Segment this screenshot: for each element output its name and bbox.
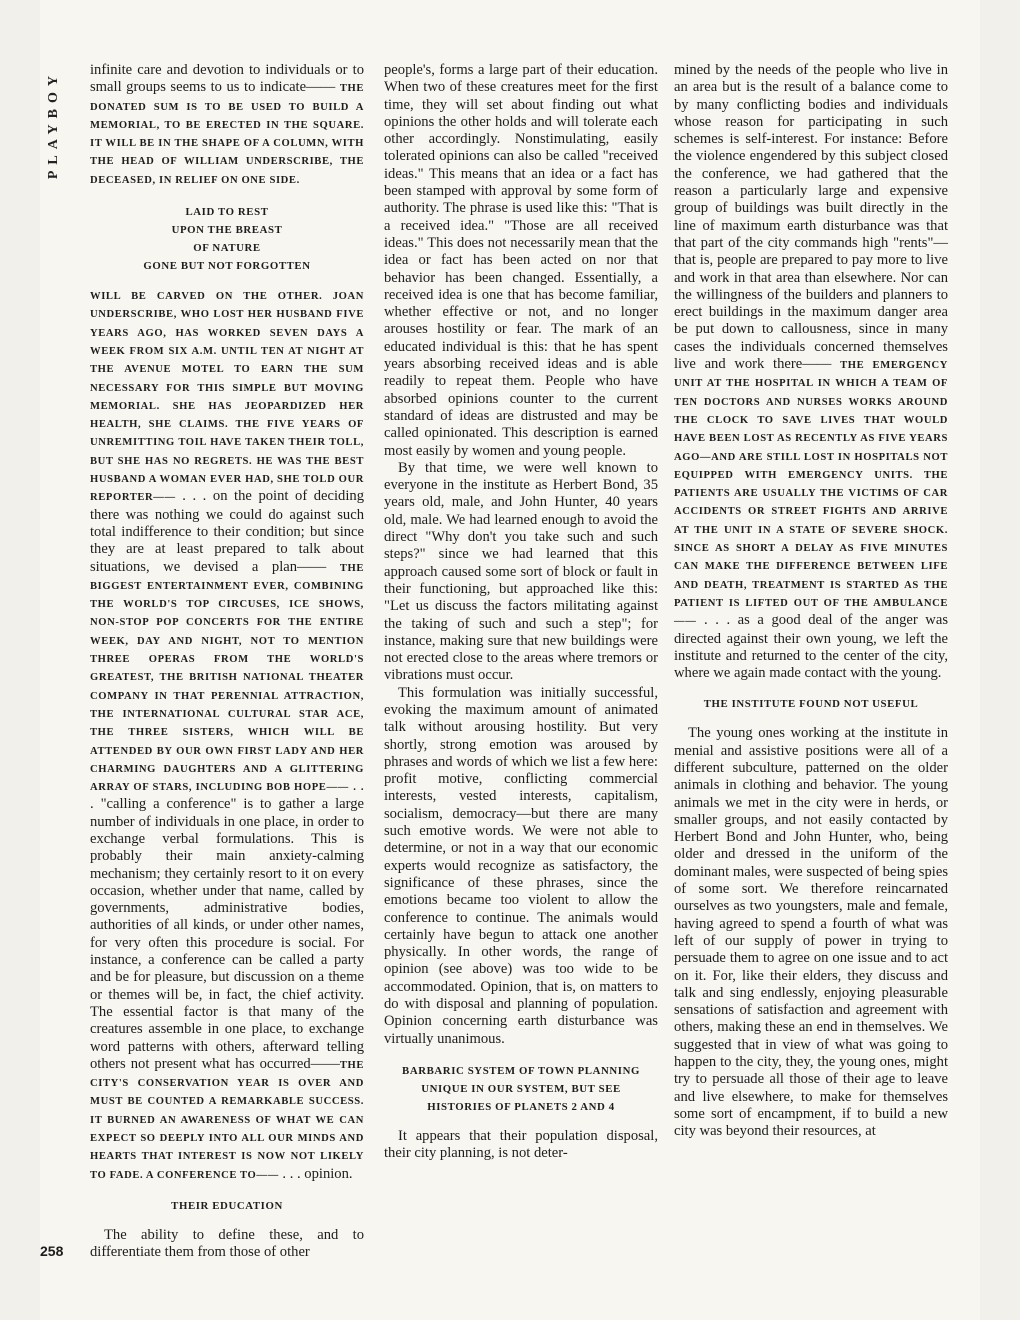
paragraph: WILL BE CARVED ON THE OTHER. JOAN UNDERSCRIBE, WHO LOST HER HUSBAND FIVE YEARS AGO, HAS WORKED SEVEN DAYS A WEEK FROM SIX A.M. UNTIL TEN AT NIGHT AT THE AVENUE MOTEL TO EARN THE SUM NECESSARY FOR THIS SIMPLE BUT MOVING MEMORIAL. SHE HAS JEOPARDIZED HER HEALTH, SHE CLAIMS. THE FIVE YEARS OF UNREMITTING TOIL HAVE TAKEN THEIR TOLL, BUT SHE HAS NO REGRETS. HE WAS THE BEST HUSBAND A WOMAN EVER HAD, SHE TOLD OUR REPORTER—— . . . on the point of deciding there was nothing we could do against such total indifference to their condition; but since they are at least prepared to talk about situations, we devised a plan—— THE BIGGEST ENTERTAINMENT EVER, COMBINING THE WORLD'S TOP CIRCUSES, ICE SHOWS, NON-STOP POP CONCERTS FOR THE ENTIRE WEEK, DAY AND NIGHT, NOT TO MENTION THREE OPERAS FROM THE WORLD'S GREATEST, THE BRITISH NATIONAL THEATER COMPANY IN THAT PERENNIAL ATTRACTION, THE INTERNATIONAL CULTURAL STAR ACE, THE THREE SISTERS, WHICH WILL BE ATTENDED BY OUR OWN FIRST LADY AND HER CHARMING DAUGHTERS AND A GLITTERING ARRAY OF STARS, INCLUDING BOB HOPE—— . . . "calling a conference" is to gather a large number of individuals in one place, in order to exchange verbal formulations. This is probably their main anxiety-calming mechanism; they certainly resort to it on every occasion, whether under that name, called by governments, administrative bodies, authorities of all kinds, or under other names, for very often this procedure is social. For instance, a conference can be called a party and be for pleasure, but discussion on a theme or themes will be, in fact, the chief activity. The essential factor is that many of the creatures assemble in one place, to exchange word patterns with others, afterward telling others not present what has occurred——THE CITY'S CONSERVATION YEAR IS OVER AND MUST BE COUNTED A REMARKABLE SUCCESS. IT BURNED AN AWARENESS OF WHAT WE CAN EXPECT SO DEEPLY INTO ALL OUR MINDS AND HEARTS THAT INTEREST IS NOW NOT LIKELY TO FADE. A CONFERENCE TO—— . . . opinion.: [90, 291, 364, 1182]
paragraph: The ability to define these, and to differentiate them from those of other: [90, 1226, 364, 1261]
paragraph: This formulation was initially successful, evoking the maximum amount of animated talk without arousing hostility. But very shortly, strong emotion was aroused by phrases and words of which we list a few here: profit motive, conflicting commercial interests, vested interests, capitalism, socialism, democracy—but there are many such emotive words. We were not able to determine, or not in a way that our economic experts would recognize as satisfactory, the significance of these phrases, since the emotions became too violent to allow the conference to continue. The animals would certainly have begun to attack one another physically. In other words, the range of opinion (see above) was too wide to be accommodated. Opinion, that is, on matters to do with disposal and planning of population. Opinion concerning earth disturbance was virtually unanimous.: [384, 684, 658, 1047]
magazine-side-label: PLAYBOY: [46, 70, 61, 180]
inset-caps-text: WILL BE CARVED ON THE OTHER. JOAN UNDERSCRIBE, WHO LOST HER HUSBAND FIVE YEARS AGO, HAS WORKED SEVEN DAYS A WEEK FROM SIX A.M. UNTIL TEN AT NIGHT AT THE AVENUE MOTEL TO EARN THE SUM NECESSARY FOR THIS SIMPLE BUT MOVING MEMORIAL. SHE HAS JEOPARDIZED HER HEALTH, SHE CLAIMS. THE FIVE YEARS OF UNREMITTING TOIL HAVE TAKEN THEIR TOLL, BUT SHE HAS NO REGRETS. HE WAS THE BEST HUSBAND A WOMAN EVER HAD, SHE TOLD OUR REPORTER——: [90, 291, 364, 504]
paragraph: The young ones working at the institute in menial and assistive positions were all of a different subculture, patterned on the older animals in clothing and behavior. The young animals we met in the city were in herds, or smaller groups, and not easily contacted by Herbert Bond and John Hunter, who, being older and dressed in the uniform of the dominant males, were suspected of being spies of some sort. We therefore reincarnated ourselves as two youngsters, male and female, having agreed to spend a fourth of what was left of our supply of power in trying to persuade them to agree on one issue and to act on it. For, like their elders, they discuss and talk and sing endlessly, enjoying pleasurable sensations of satisfaction and agreement with others, making these an end in themselves. We suggested that in view of what was going to happen to the city, they, the young ones, might try to persuade all those of their age to leave and live elsewhere, to make for themselves some sort of encampment, if to build a new city was beyond their resources, at: [674, 725, 948, 1140]
paragraph: people's, forms a large part of their education. When two of these creatures meet for the first time, they will set about finding out what opinions the other holds and will tolerate each other accordingly. Nonstimulating, easily tolerated opinions can also be called "received ideas." This means that an idea or a fact has been stamped with approval by some form of authority. The phrase is used like this: "That is a received idea." "Those are all received ideas." This does not necessarily mean that the idea or fact has been acted on nor that behavior has been changed. Essentially, a received idea is one that has become familiar, whether effective or not, and no longer arouses hostility or fear. The mark of an educated individual is this: that he has spent years absorbing received ideas and is able readily to repeat them. People who have absorbed opinions counter to the current standard of ideas are distrusted and may be called opinionated. This description is earned most easily by women and young people.: [384, 62, 658, 459]
memorial-inscription: LAID TO REST UPON THE BREAST OF NATURE GONE BUT NOT FORGOTTEN: [143, 206, 311, 273]
text-column-1: [90, 62, 364, 1262]
inset-caps-text: THE DONATED SUM IS TO BE USED TO BUILD A MEMORIAL, TO BE ERECTED IN THE SQUARE. IT WILL BE IN THE SHAPE OF A COLUMN, WITH THE HEAD OF WILLIAM UNDERSCRIBE, THE DECEASED, IN RELIEF ON ONE SIDE.: [90, 83, 364, 186]
inset-caps-text: THE CITY'S CONSERVATION YEAR IS OVER AND MUST BE COUNTED A REMARKABLE SUCCESS. IT BURNED AN AWARENESS OF WHAT WE CAN EXPECT SO DEEPLY INTO ALL OUR MINDS AND HEARTS THAT INTEREST IS NOW NOT LIKELY TO FADE. A CONFERENCE TO——: [90, 1059, 364, 1181]
paragraph: By that time, we were well known to everyone in the institute as Herbert Bond, 35 years old, male, and John Hunter, 40 years old, male. We had learned enough to avoid the direct "Why don't you take such and such steps?" since we had learned that this approach caused some sort of block or fault in their functioning, but approached like this: "Let us discuss the factors militating against the taking of such and such a step"; for instance, making sure that new buildings were not erected close to the areas where tremors or vibrations must occur.: [384, 459, 658, 684]
magazine-page: [40, 0, 980, 1320]
paragraph: mined by the needs of the people who live in an area but is the result of a balance come to by many conflicting bodies and individuals whose reason for participating in such schemes is self-interest. For instance: Before the violence engendered by this subject closed the conference, we had gathered that the reason a particularly large and expensive group of buildings was built directly in the line of maximum earth disturbance was that that part of the city commands high "rents"—that is, people are prepared to pay more to live and work in that area than elsewhere. Nor can the willingness of the builders and planners to erect buildings in the maximum danger area be put down to callousness, since in many cases the individuals concerned themselves live and work there—— THE EMERGENCY UNIT AT THE HOSPITAL IN WHICH A TEAM OF TEN DOCTORS AND NURSES WORKS AROUND THE CLOCK TO SAVE LIVES THAT WOULD HAVE BEEN LOST AS RECENTLY AS FIVE YEARS AGO—AND ARE STILL LOST IN HOSPITALS NOT EQUIPPED WITH EMERGENCY UNITS. THE PATIENTS ARE USUALLY THE VICTIMS OF CAR ACCIDENTS OR STREET FIGHTS AND ARRIVE AT THE UNIT IN A STATE OF SEVERE SHOCK. SINCE AS SHORT A DELAY AS FIVE MINUTES CAN MAKE THE DIFFERENCE BETWEEN LIFE AND DEATH, TREATMENT IS STARTED AS THE PATIENT IS LIFTED OUT OF THE AMBULANCE—— . . . as a good deal of the anger was directed against their own young, we left the institute and returned to the center of the city, where we again made contact with the young.: [674, 62, 948, 682]
section-heading: THE INSTITUTE FOUND NOT USEFUL: [703, 698, 919, 711]
text-column-3: [674, 62, 948, 1141]
section-heading: THEIR EDUCATION: [171, 1199, 283, 1212]
inset-caps-text: THE EMERGENCY UNIT AT THE HOSPITAL IN WHICH A TEAM OF TEN DOCTORS AND NURSES WORKS AROUND THE CLOCK TO SAVE LIVES THAT WOULD HAVE BEEN LOST AS RECENTLY AS FIVE YEARS AGO—AND ARE STILL LOST IN HOSPITALS NOT EQUIPPED WITH EMERGENCY UNITS. THE PATIENTS ARE USUALLY THE VICTIMS OF CAR ACCIDENTS OR STREET FIGHTS AND ARRIVE AT THE UNIT IN A STATE OF SEVERE SHOCK. SINCE AS SHORT A DELAY AS FIVE MINUTES CAN MAKE THE DIFFERENCE BETWEEN LIFE AND DEATH, TREATMENT IS STARTED AS THE PATIENT IS LIFTED OUT OF THE AMBULANCE——: [674, 360, 948, 628]
page-number: 258: [40, 1243, 64, 1259]
paragraph: infinite care and devotion to individuals or to small groups seems to us to indicate—— THE DONATED SUM IS TO BE USED TO BUILD A MEMORIAL, TO BE ERECTED IN THE SQUARE. IT WILL BE IN THE SHAPE OF A COLUMN, WITH THE HEAD OF WILLIAM UNDERSCRIBE, THE DECEASED, IN RELIEF ON ONE SIDE.: [90, 62, 364, 186]
inset-caps-text: THE BIGGEST ENTERTAINMENT EVER, COMBINING THE WORLD'S TOP CIRCUSES, ICE SHOWS, NON-STOP POP CONCERTS FOR THE ENTIRE WEEK, DAY AND NIGHT, NOT TO MENTION THREE OPERAS FROM THE WORLD'S GREATEST, THE BRITISH NATIONAL THEATER COMPANY IN THAT PERENNIAL ATTRACTION, THE INTERNATIONAL CULTURAL STAR ACE, THE THREE SISTERS, WHICH WILL BE ATTENDED BY OUR OWN FIRST LADY AND HER CHARMING DAUGHTERS AND A GLITTERING ARRAY OF STARS, INCLUDING BOB HOPE——: [90, 562, 364, 794]
paragraph: It appears that their population disposal, their city planning, is not deter-: [384, 1127, 658, 1162]
section-heading: BARBARIC SYSTEM OF TOWN PLANNING UNIQUE IN OUR SYSTEM, BUT SEE HISTORIES OF PLANETS 2 AND 4: [402, 1064, 640, 1113]
text-column-2: [384, 62, 658, 1163]
